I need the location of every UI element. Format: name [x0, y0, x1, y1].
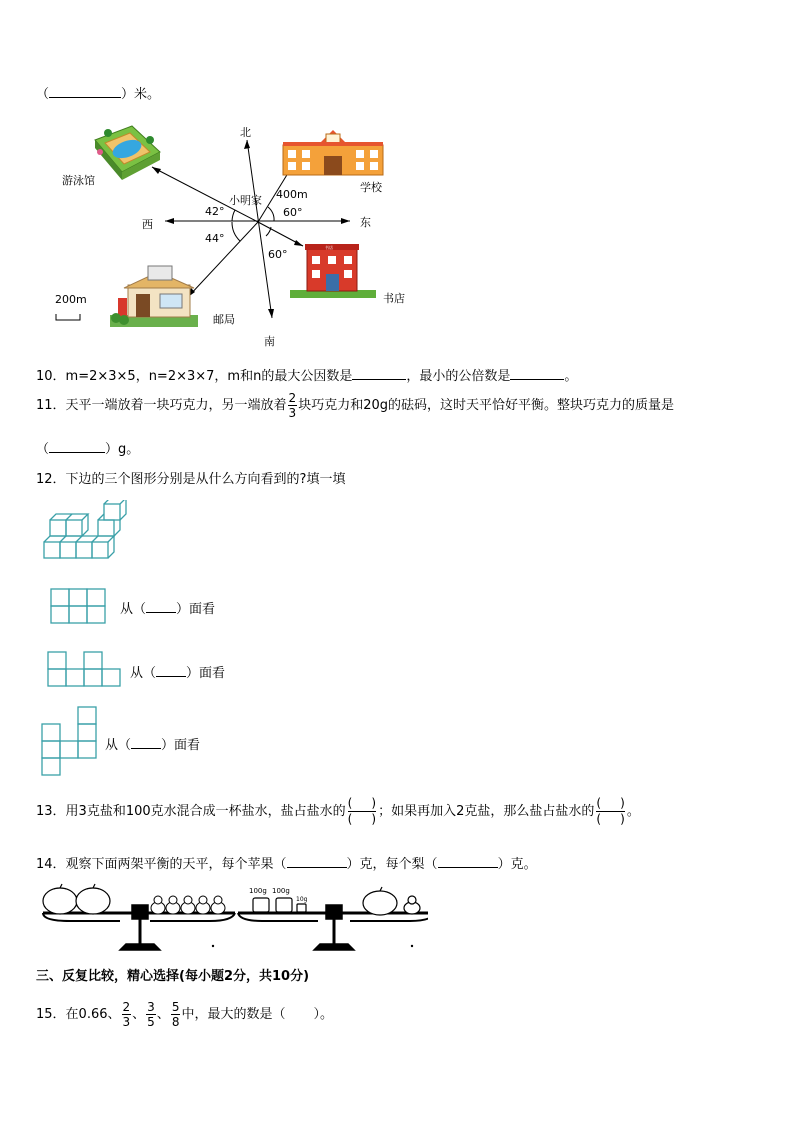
q11-answer-blank[interactable] [49, 440, 105, 453]
weight-1-label: 100g [249, 887, 267, 895]
q9-answer-blank[interactable] [49, 85, 121, 98]
south-label: 南 [264, 335, 275, 348]
home-label: 小明家 [229, 194, 262, 207]
q15-fraction-3: $\frac{5}{8}$ [171, 1000, 180, 1029]
q13: 13．用3克盐和100克水混合成一杯盐水，盐占盐水的 $\frac{( )}{( )}$ ；如果再加入2克盐，那么盐占盐水的 $\frac{( )}{( )}$ 。 [36, 796, 640, 826]
pool-label: 游泳馆 [62, 174, 95, 187]
q11-line2: （ ）g。 [36, 442, 140, 457]
q11-fraction: $\frac{2}{3}$ [288, 391, 297, 420]
section-3-title: 三、反复比较，精心选择(每小题2分，共10分) [36, 969, 310, 984]
q10: 10．m=2×3×5，n=2×3×7，m和n的最大公因数是 ，最小的公倍数是 。 [36, 369, 578, 384]
dist-school: 400m [276, 188, 308, 201]
q12-view2 [47, 651, 127, 689]
weight-2-label: 100g [272, 887, 290, 895]
q12-view2-blank[interactable] [156, 664, 186, 677]
q14-balances [38, 880, 428, 955]
direction-map [40, 118, 440, 353]
q13-fraction-blank-2[interactable]: $\frac{( )}{( )}$ [596, 796, 625, 826]
q10-lcm-blank[interactable] [510, 367, 564, 380]
q12-view1-blank[interactable] [146, 600, 176, 613]
scale-bar [56, 314, 80, 320]
q13-fraction-blank-1[interactable]: $\frac{( )}{( )}$ [347, 796, 377, 826]
q14-apple-blank[interactable] [287, 855, 347, 868]
fruit-right [363, 887, 420, 915]
q9-tail: （ ）米。 [36, 87, 161, 102]
q12-cube-stack [40, 500, 130, 564]
pears-left [151, 896, 225, 914]
angle-ne: 60° [283, 206, 303, 219]
q12-view3-text: 从（ ）面看 [105, 738, 201, 753]
bookstore-icon [290, 244, 376, 298]
q12-view3 [41, 706, 101, 780]
north-south-line [247, 140, 272, 318]
west-label: 西 [142, 218, 153, 231]
school-label: 学校 [360, 181, 382, 194]
q12-view2-text: 从（ ）面看 [130, 666, 226, 681]
q10-gcd-blank[interactable] [352, 367, 406, 380]
q15-fraction-2: $\frac{3}{5}$ [147, 1000, 155, 1029]
school-icon [283, 130, 383, 175]
q11-line1: 11．天平一端放着一块巧克力，另一端放着 $\frac{2}{3}$ 块巧克力和20g的砝码，这时天平恰好平衡。整块巧克力的质量是 [36, 391, 674, 420]
bookstore-label: 书店 [383, 292, 405, 305]
q12-view3-blank[interactable] [131, 736, 161, 749]
angle-nw: 42° [205, 205, 225, 218]
angle-se: 60° [268, 248, 288, 261]
apples-left [43, 884, 110, 914]
q14-pear-blank[interactable] [438, 855, 498, 868]
scale-label: 200m [55, 293, 87, 306]
q12-title: 12．下边的三个图形分别是从什么方向看到的?填一填 [36, 472, 346, 487]
q12-view1 [50, 588, 108, 626]
angle-sw: 44° [205, 232, 225, 245]
q12-view1-text: 从（ ）面看 [120, 602, 216, 617]
north-label: 北 [240, 126, 251, 139]
q14: 14．观察下面两架平衡的天平，每个苹果（ ）克，每个梨（ ）克。 [36, 857, 537, 872]
bookstore-sign: 书店 [325, 245, 333, 250]
q15-fraction-1: $\frac{2}{3}$ [122, 1000, 131, 1029]
post-label: 邮局 [213, 313, 235, 326]
pool-icon [95, 126, 160, 180]
weight-3-label: 10g [296, 896, 308, 903]
east-label: 东 [360, 216, 371, 229]
q15: 15．在0.66、 $\frac{2}{3}$ 、 $\frac{3}{5}$ 、 $\frac{5}{8}$ 中，最大的数是（ ）。 [36, 1000, 333, 1029]
post-office-icon [110, 266, 198, 327]
